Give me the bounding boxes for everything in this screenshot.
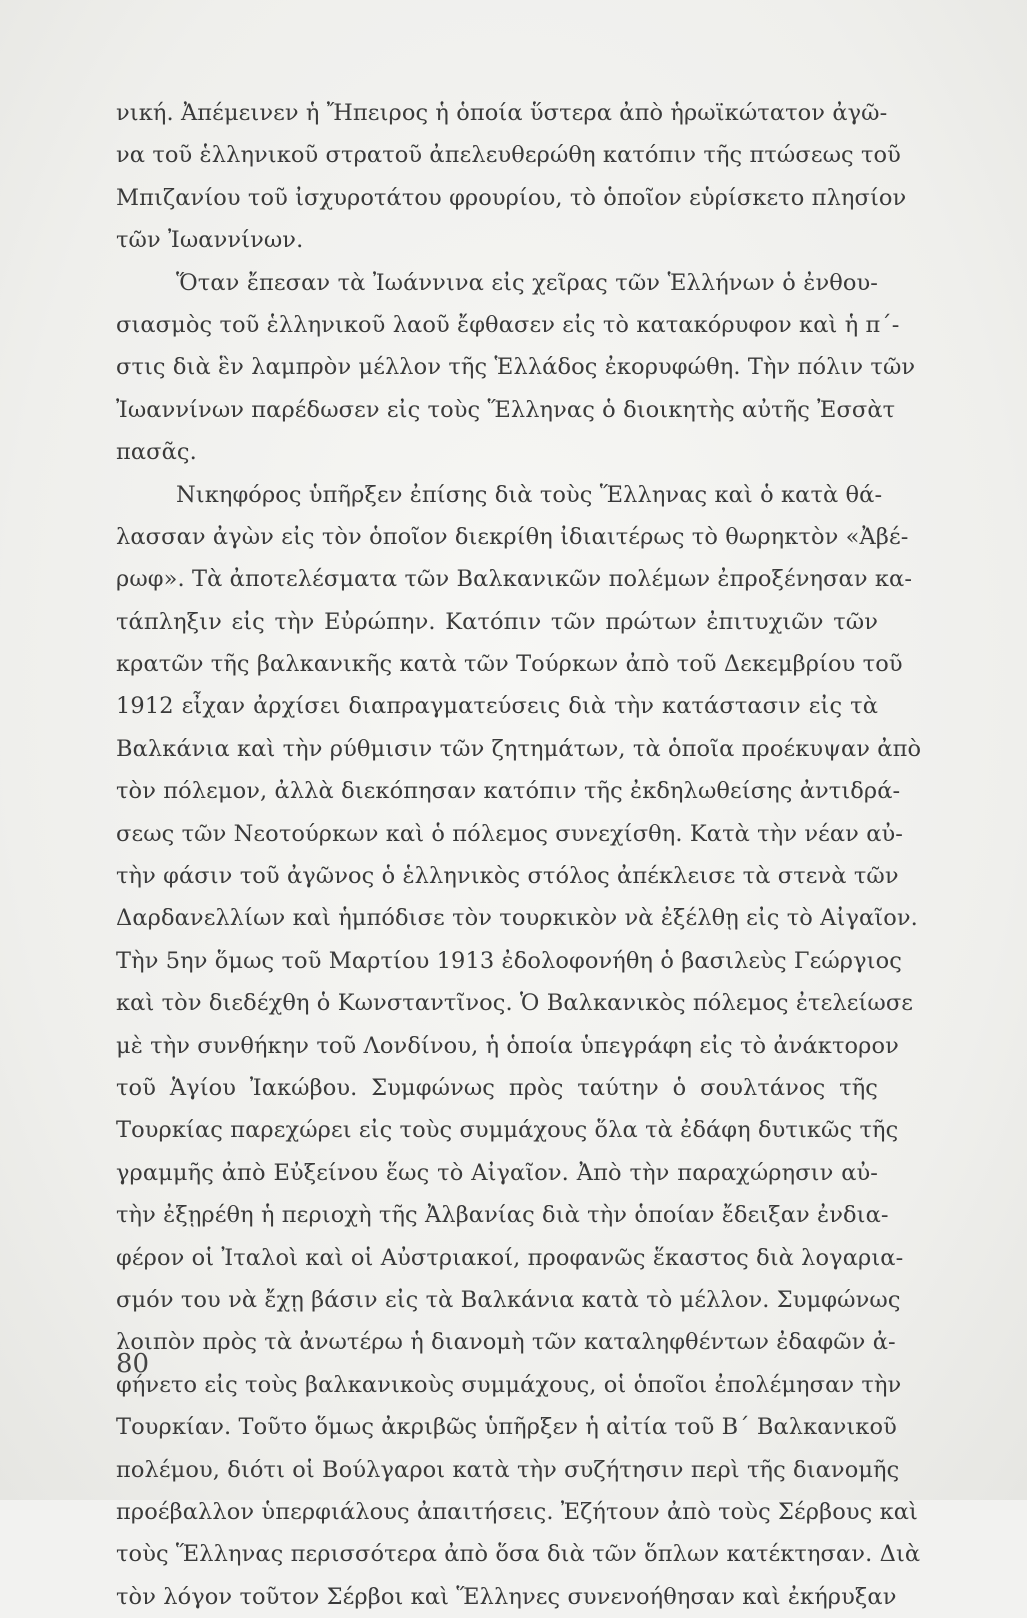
text-line: φήνετο εἰς τοὺς βαλκανικοὺς συμμάχους, οἱ ὁποῖοι ἐπολέμησαν τὴν — [116, 1371, 902, 1398]
text-line: Τουρκίαν. Τοῦτο ὅμως ἀκριβῶς ὑπῆρξεν ἡ αἰτία τοῦ Β΄ Βαλκανικοῦ — [116, 1414, 897, 1441]
text-line: τὸν πόλεμον, ἀλλὰ διεκόπησαν κατόπιν τῆς ἐκδηλωθείσης ἀντιδρά- — [116, 778, 901, 805]
text-line: μὲ τὴν συνθήκην τοῦ Λονδίνου, ἡ ὁποία ὑπεγράφη εἰς τὸ ἀνάκτορον — [116, 1032, 899, 1059]
text-line: τὴν ἐξῃρέθη ἡ περιοχὴ τῆς Ἀλβανίας διὰ τὴν ὁποίαν ἔδειξαν ἐνδια- — [116, 1202, 889, 1229]
text-line: να τοῦ ἑλληνικοῦ στρατοῦ ἀπελευθερώθη κατόπιν τῆς πτώσεως τοῦ — [116, 142, 901, 169]
text-line: λασσαν ἀγὼν εἰς τὸν ὁποῖον διεκρίθη ἰδιαιτέρως τὸ θωρηκτὸν «Ἀβέ- — [116, 523, 909, 550]
text-line: ρωφ». Τὰ ἀποτελέσματα τῶν Βαλκανικῶν πολέμων ἐπροξένησαν κα- — [116, 566, 913, 593]
text-line: στις διὰ ἓν λαμπρὸν μέλλον τῆς Ἑλλάδος ἐκορυφώθη. Τὴν πόλιν τῶν — [116, 354, 916, 381]
text-line: πολέμου, διότι οἱ Βούλγαροι κατὰ τὴν συζήτησιν περὶ τῆς διανομῆς — [116, 1456, 900, 1483]
text-line: Ἰωαννίνων παρέδωσεν εἰς τοὺς Ἕλληνας ὁ διοικητὴς αὐτῆς Ἐσσὰτ — [116, 396, 896, 423]
text-line: γραμμῆς ἀπὸ Εὐξείνου ἕως τὸ Αἰγαῖον. Ἀπὸ τὴν παραχώρησιν αὐ- — [116, 1159, 878, 1186]
text-line: Νικηφόρος ὑπῆρξεν ἐπίσης διὰ τοὺς Ἕλληνας καὶ ὁ κατὰ θά- — [176, 481, 883, 508]
text-line: Ὅταν ἔπεσαν τὰ Ἰωάννινα εἰς χεῖρας τῶν Ἑλλήνων ὁ ἐνθου- — [176, 269, 878, 296]
body-text — [116, 92, 922, 1618]
text-line: τὸν λόγον τοῦτον Σέρβοι καὶ Ἕλληνες συνενοήθησαν καὶ ἐκήρυξαν — [116, 1583, 897, 1610]
text-line: προέβαλλον ὑπερφιάλους ἀπαιτήσεις. Ἐζήτουν ἀπὸ τοὺς Σέρβους καὶ — [116, 1498, 918, 1525]
text-line: Τὴν 5ην ὅμως τοῦ Μαρτίου 1913 ἐδολοφονήθη ὁ βασιλεὺς Γεώργιος — [116, 947, 902, 974]
page-number: 80 — [116, 1349, 150, 1379]
text-line: Μπιζανίου τοῦ ἰσχυροτάτου φρουρίου, τὸ ὁποῖον εὑρίσκετο πλησίον — [116, 184, 907, 211]
text-line: σμόν του νὰ ἔχῃ βάσιν εἰς τὰ Βαλκάνια κατὰ τὸ μέλλον. Συμφώνως — [116, 1286, 901, 1313]
text-line: σιασμὸς τοῦ ἑλληνικοῦ λαοῦ ἔφθασεν εἰς τὸ κατακόρυφον καὶ ἡ π΄- — [116, 311, 900, 338]
text-line: τοὺς Ἕλληνας περισσότερα ἀπὸ ὅσα διὰ τῶν ὅπλων κατέκτησαν. Διὰ — [116, 1541, 921, 1568]
text-line: Βαλκάνια καὶ τὴν ρύθμισιν τῶν ζητημάτων, τὰ ὁποῖα προέκυψαν ἀπὸ — [116, 735, 922, 762]
text-line: τὴν φάσιν τοῦ ἀγῶνος ὁ ἑλληνικὸς στόλος ἀπέκλεισε τὰ στενὰ τῶν — [116, 863, 899, 890]
text-line: καὶ τὸν διεδέχθη ὁ Κωνσταντῖνος. Ὁ Βαλκανικὸς πόλεμος ἐτελείωσε — [116, 990, 914, 1017]
text-line: τάπληξιν εἰς τὴν Εὐρώπην. Κατόπιν τῶν πρώτων ἐπιτυχιῶν τῶν — [116, 608, 878, 635]
text-line: λοιπὸν πρὸς τὰ ἀνωτέρω ἡ διανομὴ τῶν καταληφθέντων ἐδαφῶν ἀ- — [116, 1329, 896, 1356]
text-line: πασᾶς. — [116, 439, 197, 466]
text-line: Δαρδανελλίων καὶ ἡμπόδισε τὸν τουρκικὸν νὰ ἐξέλθῃ εἰς τὸ Αἰγαῖον. — [116, 905, 918, 932]
text-line: τοῦ Ἁγίου Ἰακώβου. Συμφώνως πρὸς ταύτην ὁ σουλτάνος τῆς — [116, 1074, 878, 1101]
text-line: τῶν Ἰωαννίνων. — [116, 227, 304, 254]
text-line: κρατῶν τῆς βαλκανικῆς κατὰ τῶν Τούρκων ἀπὸ τοῦ Δεκεμβρίου τοῦ — [116, 651, 903, 678]
text-line: νική. Ἀπέμεινεν ἡ Ἤπειρος ἡ ὁποία ὕστερα ἀπὸ ἡρωϊκώτατον ἀγῶ- — [116, 100, 888, 126]
text-line: 1912 εἶχαν ἀρχίσει διαπραγματεύσεις διὰ τὴν κατάστασιν εἰς τὰ — [116, 693, 878, 720]
text-line: φέρον οἱ Ἰταλοὶ καὶ οἱ Αὐστριακοί, προφανῶς ἕκαστος διὰ λογαρια- — [116, 1244, 904, 1271]
text-line: σεως τῶν Νεοτούρκων καὶ ὁ πόλεμος συνεχίσθη. Κατὰ τὴν νέαν αὐ- — [116, 820, 903, 847]
text-line: Τουρκίας παρεχώρει εἰς τοὺς συμμάχους ὅλα τὰ ἐδάφη δυτικῶς τῆς — [116, 1117, 899, 1144]
